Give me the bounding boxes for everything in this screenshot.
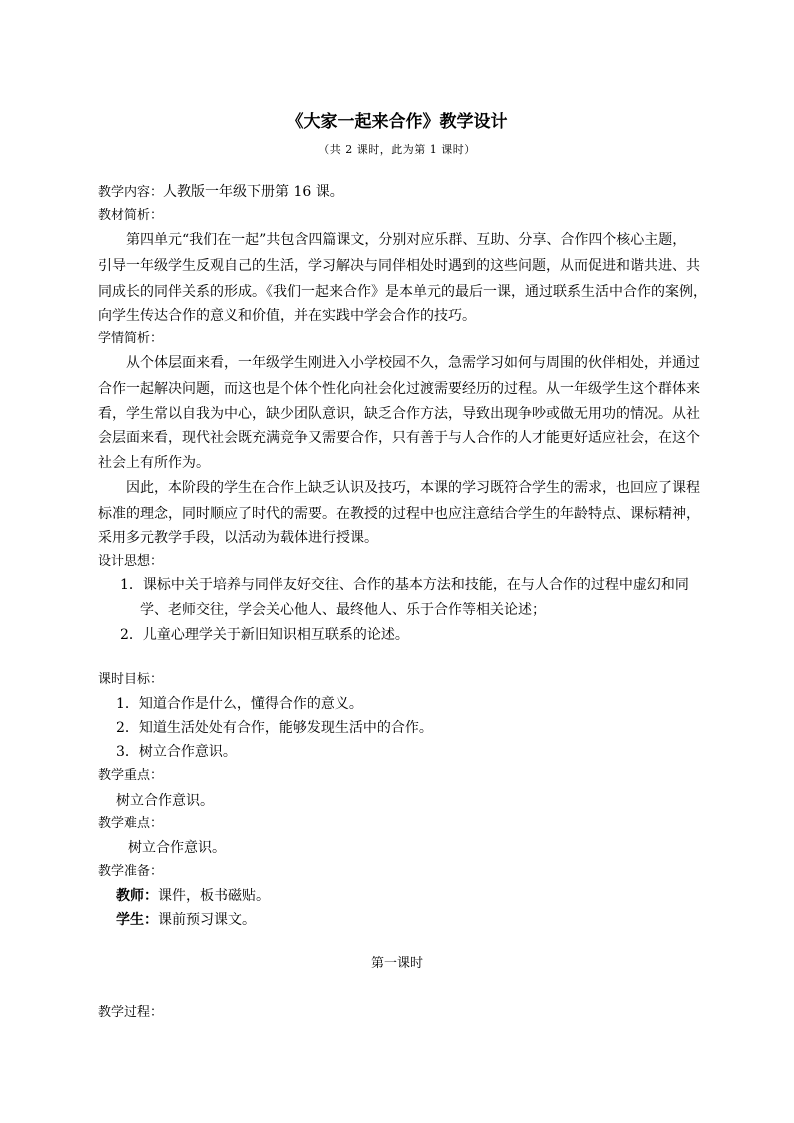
student-prep-text: 课前预习课文。 <box>158 912 256 928</box>
student-prep-label: 学生： <box>116 912 158 928</box>
goal-item: 1．知道合作是什么，懂得合作的意义。 <box>116 696 363 712</box>
document-title: 《大家一起来合作》教学设计 <box>286 112 508 132</box>
lesson-heading: 第一课时 <box>370 956 423 971</box>
preparation-label: 教学准备： <box>98 864 164 879</box>
goal-item: 3．树立合作意识。 <box>116 744 237 760</box>
content-row <box>98 182 698 203</box>
goals-label: 课时目标： <box>98 672 164 687</box>
teacher-label: 教师： <box>116 888 158 904</box>
teacher-prep-text: 课件，板书磁贴。 <box>158 888 270 904</box>
student-analysis-line: 会层面来看，现代社会既充满竞争又需要合作，只有善于与人合作的人才能更好适应社会，在这个 <box>98 430 700 446</box>
goal-item: 2．知道生活处处有合作，能够发现生活中的合作。 <box>116 720 433 736</box>
difficulty-text: 树立合作意识。 <box>128 840 226 856</box>
design-line: 2．儿童心理学关于新旧知识相互联系的论述。 <box>120 627 409 643</box>
design-line: 1．课标中关于培养与同伴友好交往、合作的基本方法和技能，在与人合作的过程中虚幻和同 <box>120 577 689 593</box>
student-analysis-line: 社会上有所作为。 <box>98 455 210 471</box>
student-analysis-line: 标准的理念，同时顺应了时代的需要。在教授的过程中也应注意结合学生的年龄特点、课标精神， <box>98 506 700 522</box>
student-analysis-label: 学情简析： <box>98 331 164 346</box>
content-label: 教学内容： <box>98 185 164 200</box>
material-line: 向学生传达合作的意义和价值，并在实践中学会合作的技巧。 <box>98 308 476 324</box>
key-point-label: 教学重点： <box>98 768 164 783</box>
design-line: 学、老师交往，学会关心他人、最终他人、乐于合作等相关论述； <box>140 602 546 618</box>
process-label: 教学过程： <box>98 1005 164 1020</box>
student-analysis-line: 看，学生常以自我为中心，缺少团队意识，缺乏合作方法，导致出现争吵或做无用功的情况。从社 <box>98 406 700 422</box>
design-label: 设计思想： <box>98 554 164 569</box>
material-label: 教材简析： <box>98 208 164 223</box>
material-line: 同成长的同伴关系的形成。《我们一起来合作》是本单元的最后一课，通过联系生活中合作的案例， <box>98 284 707 300</box>
student-analysis-line: 因此，本阶段的学生在合作上缺乏认识及技巧，本课的学习既符合学生的需求，也回应了课程 <box>126 480 700 496</box>
teacher-prep-row <box>116 886 716 906</box>
key-point-text: 树立合作意识。 <box>116 793 214 809</box>
student-analysis-line: 从个体层面来看，一年级学生刚进入小学校园不久，急需学习如何与周围的伙伴相处，并通过 <box>126 355 700 371</box>
material-line: 引导一年级学生反观自己的生活，学习解决与同伴相处时遇到的这些问题，从而促进和谐共进、共 <box>98 258 700 274</box>
student-analysis-line: 采用多元教学手段，以活动为载体进行授课。 <box>98 530 378 546</box>
difficulty-label: 教学难点： <box>98 816 164 831</box>
student-analysis-line: 合作一起解决问题，而这也是个体个性化向社会化过渡需要经历的过程。从一年级学生这个群体来 <box>98 381 700 397</box>
material-line: 第四单元“我们在一起”共包含四篇课文，分别对应乐群、互助、分享、合作四个核心主题， <box>126 232 687 248</box>
content-text: 人教版一年级下册第 16 课。 <box>163 184 344 200</box>
student-prep-row <box>116 910 716 930</box>
document-subtitle: （共 2 课时，此为第 1 课时） <box>318 143 476 156</box>
